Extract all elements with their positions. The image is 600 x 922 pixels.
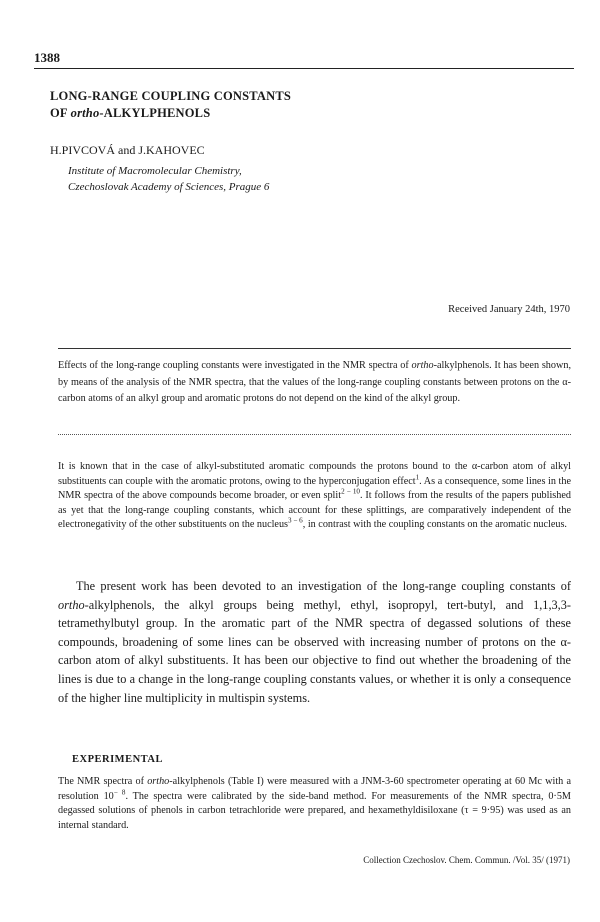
title-italic: ortho [70,106,100,120]
citation-superscript: 2 − 10 [341,487,360,496]
title-line-1: LONG-RANGE COUPLING CONSTANTS [50,89,292,103]
abstract [58,358,571,408]
affiliation [68,163,548,195]
citation-superscript: 1 [415,473,420,482]
exponent-superscript: − 8 [113,788,126,797]
exp-text-1: The NMR spectra of [58,776,148,787]
title-line-2 [50,105,550,122]
abstract-text-1: Effects of the long-range coupling constants were investigated in the NMR spectra of [58,360,412,371]
exp-text-3: . The spectra were calibrated by the side-band method. For measurements of the NMR spectra, 0·5M degassed solutions of phenols in carbon tetrachloride were prepared, and hexamethyldisiloxane (τ = 9·95) was used as an internal standard. [58,790,571,831]
title-prefix: OF [50,106,71,120]
abstract-text-2: -alkylphenols. It has been shown, by means of the analysis of the NMR spectra, that the values of the long-range coupling constants between protons on the α-carbon atoms of an alkyl group and aromatic protons do not depend on the kind of the alkyl group. [58,360,571,404]
intro-text-3: . It follows from the results of the papers published as yet that the long-range coupling constants, which account for these splittings, are comparatively independent of the electronegativity of the other substituents on the nucleus [58,490,571,531]
experimental-paragraph [58,775,571,833]
affiliation-line-2: Czechoslovak Academy of Sciences, Prague 6 [68,181,270,193]
main-paragraph [58,577,571,707]
intro-text-1: It is known that in the case of alkyl-substituted aromatic compounds the protons bound to the α-carbon atom of alkyl substituents can couple with the aromatic protons, owing to the hyperconjugation effect [58,461,571,487]
abstract-rule-top [58,348,571,349]
body-text-2: -alkylphenols, the alkyl groups being methyl, ethyl, isopropyl, tert-butyl, and 1,1,3,3-tetramethylbutyl group. In the aromatic part of the NMR spectra of degassed solutions of these compounds, broadening of some lines can be observed with increasing number of protons on the α-carbon atom of alkyl substituents. It has been our objective to find out whether the broadening of the lines is due to a change in the long-range coupling constants values, or whether it is only a consequence of the higher line multiplicity in multispin systems. [58,597,571,705]
exp-italic: ortho [147,776,170,787]
abstract-italic: ortho [411,360,434,371]
citation-superscript: 3 − 6 [288,516,303,525]
section-heading-experimental: EXPERIMENTAL [72,754,163,765]
intro-text-2: . As a consequence, some lines in the NMR spectra of the above compounds become broader, or even split [58,475,572,502]
abstract-rule-bottom [58,434,571,435]
article-title [50,88,550,122]
received-date: Received January 24th, 1970 [448,304,570,315]
body-italic: ortho [58,597,85,612]
header-rule [34,68,574,69]
exp-text-2: -alkylphenols (Table I) were measured with a JNM-3-60 spectrometer operating at 60 Mc with a resolution 10 [58,776,571,802]
affiliation-line-1: Institute of Macromolecular Chemistry, [68,165,242,177]
journal-footer: Collection Czechoslov. Chem. Commun. /Vol. 35/ (1971) [363,855,570,865]
authors: H.PIVCOVÁ and J.KAHOVEC [50,143,205,157]
intro-text-4: , in contrast with the coupling constants on the aromatic nucleus. [302,519,567,531]
intro-paragraph [58,460,571,533]
title-suffix: -ALKYLPHENOLS [99,106,211,120]
page-number: 1388 [34,50,60,65]
body-text-1: The present work has been devoted to an investigation of the long-range coupling constants of [76,579,571,593]
